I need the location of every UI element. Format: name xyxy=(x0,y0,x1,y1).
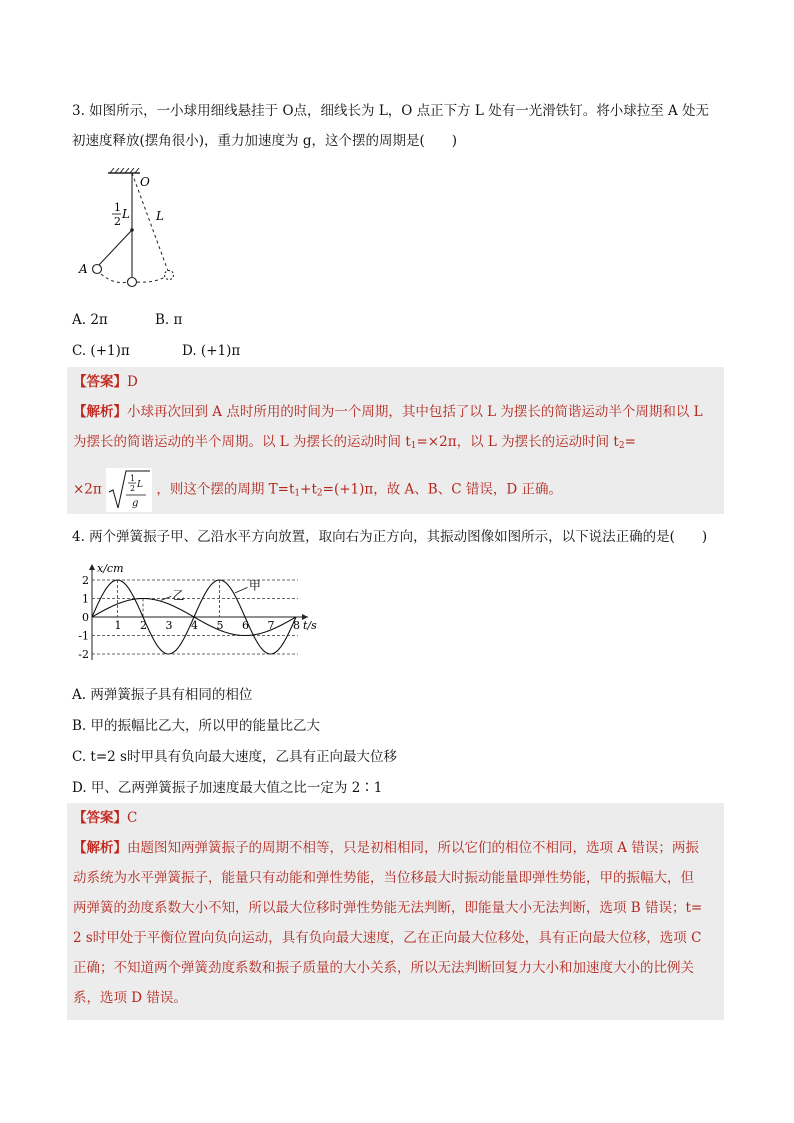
q3-answer-value: D xyxy=(127,374,138,390)
x-tick-label: 6 xyxy=(242,619,249,632)
q4-analysis-line6: 系，选项 D 错误。 xyxy=(73,990,187,1006)
x-tick-label: 3 xyxy=(165,619,173,632)
x-tick-label: 5 xyxy=(216,619,224,632)
q4-analysis-line2: 动系统为水平弹簧振子，能量只有动能和弹性势能，当位移最大时振动能量即弹性势能，甲的振幅大，但 xyxy=(73,870,694,886)
arc-right xyxy=(137,277,165,282)
q3-analysis-l2-sub2: 2 xyxy=(618,441,625,451)
x-tick-label: 2 xyxy=(140,619,147,632)
q3-analysis-text1: 小球再次回到 A 点时所用的时间为一个周期，其中包括了以 L 为摆长的简谐运动半个周期和以 L xyxy=(127,404,703,420)
q4-option-D: D. 甲、乙两弹簧振子加速度最大值之比一定为 2∶1 xyxy=(72,780,383,796)
q3-answer-box xyxy=(67,367,724,514)
svg-text:L: L xyxy=(137,480,144,490)
svg-text:1: 1 xyxy=(130,474,136,483)
label-A: A xyxy=(79,262,88,276)
y-axis-label: x/cm xyxy=(97,562,124,575)
q4-analysis-line4: 2 s时甲处于平衡位置向负向运动，具有负向最大速度，乙在正向最大位移处，具有正向最大位移，选项 C xyxy=(73,930,702,946)
q3-analysis-label: 【解析】 xyxy=(73,404,127,420)
vibration-chart xyxy=(70,560,332,672)
q4-analysis-line5: 正确；不知道两个弹簧劲度系数和振子质量的大小关系，所以无法判断回复力大小和加速度大小的比例关 xyxy=(73,960,694,976)
label-half-num: 1 xyxy=(114,201,121,214)
q3-analysis-l3-sub2: 2 xyxy=(316,488,323,499)
q4-analysis-line1 xyxy=(73,837,699,859)
q4-analysis-line3: 两弹簧的劲度系数大小不知，所以最大位移时弹性势能无法判断，即能量大小无法判断，选项 B 错误；t= xyxy=(73,900,703,916)
ball-bottom xyxy=(128,278,137,287)
q4-answer-line xyxy=(73,807,137,829)
label-L: L xyxy=(156,209,164,223)
label-half-L: L xyxy=(122,207,130,221)
q4-option-A: A. 两弹簧振子具有相同的相位 xyxy=(72,687,253,703)
y-tick-label: -1 xyxy=(78,629,89,643)
ceiling-hatch xyxy=(110,168,139,173)
q4-answer-value: C xyxy=(127,810,138,826)
q3-analysis-line3 xyxy=(73,468,562,514)
y-tick-label: 2 xyxy=(82,574,89,587)
label-half-den: 2 xyxy=(114,215,121,228)
q3-analysis-l3-sub1: 1 xyxy=(294,488,301,499)
series-label-jia: 甲 xyxy=(248,578,261,593)
series-label-yi: 乙 xyxy=(172,588,185,603)
q4-option-B: B. 甲的振幅比乙大，所以甲的能量比乙大 xyxy=(72,718,321,734)
y-tick-label: 0 xyxy=(82,611,89,624)
ball-right xyxy=(165,271,174,280)
q3-analysis-l2a: 为摆长的简谐运动的半个周期。以 L 为摆长的运动时间 t xyxy=(73,434,411,450)
q3-analysis-line1 xyxy=(73,401,703,423)
q4-option-C: C. t=2 s时甲具有负向最大速度，乙具有正向最大位移 xyxy=(72,749,397,765)
q3-analysis-line2 xyxy=(73,431,636,457)
q3-analysis-l2b: =×2π，以 L 为摆长的运动时间 t xyxy=(416,434,619,450)
q3-answer-line xyxy=(73,371,138,393)
q3-stem-line2: 初速度释放(摆角很小)，重力加速度为 g，这个摆的周期是( ) xyxy=(72,133,457,149)
q3-option-D: D. (+1)π xyxy=(182,343,241,359)
sqrt-fraction-image xyxy=(106,468,152,512)
legend-leader-jia xyxy=(235,587,248,593)
x-tick-label: 8 xyxy=(293,619,300,632)
q4-analysis-label: 【解析】 xyxy=(73,840,127,856)
label-O: O xyxy=(140,175,150,189)
x-tick-label: 7 xyxy=(267,619,275,632)
y-tick-label: -2 xyxy=(78,648,89,661)
x-tick-label: 4 xyxy=(191,619,198,632)
q3-analysis-l3c: +t xyxy=(300,481,317,498)
ball-A xyxy=(93,265,102,274)
q3-stem-line1: 3. 如图所示，一小球用细线悬挂于 O点，细线长为 L，O 点正下方 L 处有一光滑铁钉。将小球拉至 A 处无 xyxy=(72,103,710,119)
arc-left xyxy=(101,274,128,283)
svg-text:2: 2 xyxy=(130,484,136,493)
q3-analysis-l2-sub1: 1 xyxy=(410,441,417,451)
q3-option-C: C. (+1)π xyxy=(72,343,130,359)
x-tick-label: 1 xyxy=(114,619,122,632)
y-axis-arrow xyxy=(89,564,95,570)
q4-answer-label: 【答案】 xyxy=(73,810,127,826)
q3-analysis-l3b: ，则这个摆的周期 T=t xyxy=(156,481,295,498)
svg-text:g: g xyxy=(132,498,139,509)
q3-option-B: B. π xyxy=(155,312,183,328)
q4-answer-box xyxy=(67,803,724,1020)
q3-analysis-l3a: ×2π xyxy=(73,481,102,498)
q3-analysis-l3d: =(+1)π，故 A、B、C 错误，D 正确。 xyxy=(322,481,562,498)
pendulum-figure xyxy=(74,168,194,290)
q4-analysis-text1: 由题图知两弹簧振子的周期不相等，只是初相相同，所以它们的相位不相同，选项 A 错误；两振 xyxy=(127,840,699,856)
y-tick-label: 1 xyxy=(82,592,89,606)
q3-analysis-l2c: = xyxy=(624,434,636,450)
q4-stem: 4. 两个弹簧振子甲、乙沿水平方向放置，取向右为正方向，其振动图像如图所示，以下说法正确的是( ) xyxy=(72,529,708,545)
string-to-A xyxy=(98,230,132,266)
q3-answer-label: 【答案】 xyxy=(73,374,127,390)
q3-option-A: A. 2π xyxy=(72,312,108,328)
x-axis-label: t/s xyxy=(303,619,317,632)
